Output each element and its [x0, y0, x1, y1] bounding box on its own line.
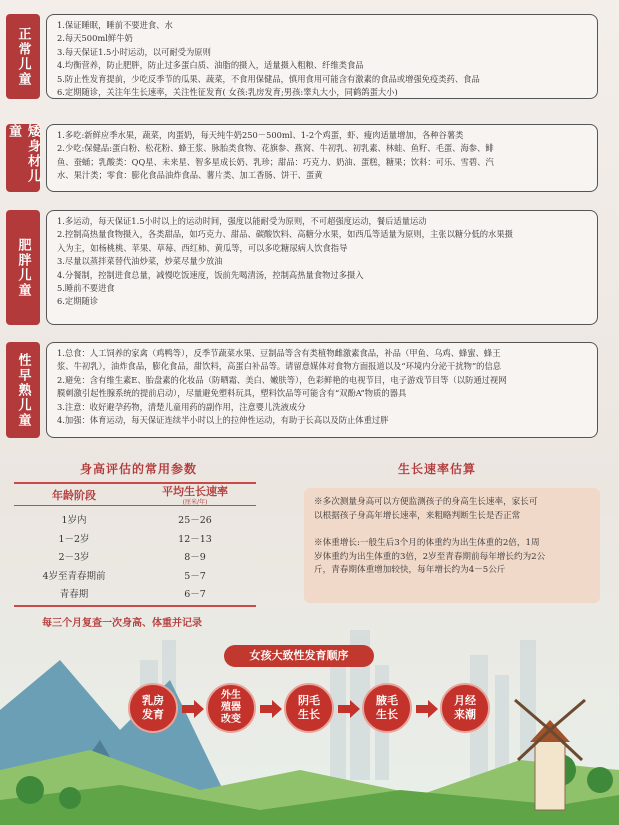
text-line: ※体重增长:一般生后3个月的体重约为出生体重的2倍，1周 — [314, 538, 540, 548]
text-line: 以根据孩子身高年增长速率，来粗略判断生长是否正常 — [314, 510, 521, 521]
cell-rate: 6－7 — [184, 589, 206, 601]
arrow-right-icon — [338, 700, 360, 718]
text-line: 3.注意：收好避孕药物，清楚儿童用药的副作用，注意婴儿洗液成分 — [57, 401, 306, 412]
section-text — [46, 342, 598, 438]
recheck-note: 每三个月复查一次身高、体重并记录 — [42, 618, 202, 629]
text-line: 膜刺激引起性腺系统的提前启动），尽量避免塑料玩具，塑料饮品等可能含有“双酚A”物质的器具 — [57, 388, 407, 399]
section-text — [46, 124, 598, 192]
cell-rate: 8－9 — [184, 552, 206, 564]
text-line: 5.防止性发育提前，少吃反季节的瓜果、蔬菜，不食用保健品，慎用食用可能含有激素的食品或增强免疫类药、食品 — [57, 73, 480, 84]
arrow-right-icon — [416, 700, 438, 718]
puberty-title: 女孩大致性发育顺序 — [224, 645, 374, 667]
text-line: 1.总食：人工饲养的家禽（鸡鸭等），反季节蔬菜水果、豆制品等含有类植物雌激素食品，补品（甲鱼、乌鸡、蜂蜜、蜂王 — [57, 348, 501, 358]
step-axillary-hair — [362, 683, 412, 733]
text-line: 1.多吃:新鲜应季水果，蔬菜，肉蛋奶，每天纯牛奶250－500ml、1-2个鸡蛋，虾、瘦肉适量增加，各种谷薯类 — [57, 130, 464, 140]
section-label: 矮身材儿童 — [6, 124, 40, 192]
section-obese-children — [6, 210, 598, 325]
text-line: 水、果汁类；零食：膨化食品油炸食品、薯片类、加工香肠、饼干、蛋黄 — [57, 170, 323, 181]
section-short-children — [6, 124, 598, 192]
text-line: 入为主，如杨桃桃、苹果、草莓、西红柿、黄瓜等，可以多吃糖尿病人饮食指导 — [57, 242, 348, 253]
section-precocious-children — [6, 342, 598, 438]
step-breast-development — [128, 683, 178, 733]
step-pubic-hair — [284, 683, 334, 733]
header-rate-label: 平均生长速率 — [162, 485, 228, 498]
cell-age: 青春期 — [59, 589, 89, 601]
text-line: 2.控制高热量食物摄入，各类甜品，如巧克力、甜品、碳酸饮料、高糖分水果，如西瓜等适量为原则，主张以糖分低的水果摄 — [57, 229, 513, 240]
text-line: 4.加强：体育运动，每天保证连续半小时以上的拉伸性运动，有助于长高以及防止体重过胖 — [57, 415, 389, 426]
step-label: 乳房 发育 — [142, 694, 164, 721]
text-line: 2.避免：含有维生素E、胎盘素的化妆品（防晒霜、美白、嫩肤等），色彩鲜艳的电视节目，电子游戏节目等（以防通过视网 — [57, 374, 507, 385]
growth-table — [14, 482, 256, 607]
text-line: 岁体重约为出生体重的3倍，2岁至青春期前每年增长约为2公 — [314, 551, 546, 562]
cell-age: 1－2岁 — [58, 533, 90, 545]
text-line: 3.每天保证1.5小时运动，以可耐受为原则 — [57, 46, 211, 57]
section-normal-children — [6, 14, 598, 99]
text-line: 浆、牛初乳），油炸食品，膨化食品，甜饮料，高蛋白补品等。请留意媒体对食物方面报道以及“环境内分泌干扰物”的信息 — [57, 361, 502, 372]
table-row — [14, 510, 256, 529]
step-menarche — [440, 683, 490, 733]
rate-card — [304, 488, 600, 603]
arrow-right-icon — [182, 700, 204, 718]
text-line: 1.多运动，每天保证1.5小时以上的运动时间，强度以能耐受为原则，不可超强度运动，餐后适量运动 — [57, 216, 427, 226]
growth-table-title: 身高评估的常用参数 — [80, 462, 198, 476]
table-header — [14, 482, 256, 506]
text-line: 鱼、蚕蛹；乳酸类：QQ星、未来星、智多星成长奶、乳珍；甜品：巧克力、奶油、蛋糕，糖果；饮料：可乐、雪碧、汽 — [57, 156, 494, 167]
header-age: 年龄阶段 — [52, 488, 96, 502]
cell-rate: 12－13 — [178, 533, 212, 545]
section-label: 肥胖儿童 — [6, 210, 40, 325]
text-line: 5.睡前不要进食 — [57, 283, 115, 294]
table-row — [14, 529, 256, 548]
step-label: 月经 来潮 — [454, 694, 476, 721]
table-body — [14, 506, 256, 607]
step-genital-change — [206, 683, 256, 733]
text-line: 4.分餐制，控制进食总量，减慢吃饭速度，饭前先喝清汤，控制高热量食物过多摄入 — [57, 269, 364, 280]
text-line: 3.尽量以蒸拌菜替代油炒菜，炒菜尽量少放油 — [57, 256, 223, 267]
cell-age: 1岁内 — [61, 515, 87, 527]
text-line: 6.定期随诊，关注年生长速率，关注性征发育( 女孩:乳房发育;男孩:睾丸大小，同鹤鸽蛋大小) — [57, 87, 398, 98]
cell-age: 2－3岁 — [58, 552, 90, 564]
arrow-right-icon — [260, 700, 282, 718]
text-line: ※多次测量身高可以方便监测孩子的身高生长速率，家长可 — [314, 497, 538, 507]
header-rate-unit: (厘米/年) — [182, 499, 208, 506]
table-row — [14, 547, 256, 566]
section-text — [46, 14, 598, 99]
text-line: 斤，青春期体重增加较快，每年增长约为4－5公斤 — [314, 565, 506, 575]
step-label: 腋毛 生长 — [376, 694, 398, 721]
text-line: 2.少吃:保健品:蛋白粉、松花粉、蜂王浆、脉胎类食物、花旗参、燕窝、牛初乳、初乳素、林蛙、鱼籽、毛蛋、海参、鲱 — [57, 143, 494, 154]
cell-rate: 5－7 — [184, 570, 206, 582]
table-row — [14, 584, 256, 603]
section-label: 性早熟儿童 — [6, 342, 40, 438]
text-line: 4.均衡营养，防止肥胖，防止过多蛋白质、油脂的摄入，适量摄入粗粮、纤维类食品 — [57, 60, 364, 71]
header-rate — [134, 483, 256, 506]
text-line: 6.定期随诊 — [57, 296, 99, 307]
step-label: 阴毛 生长 — [298, 694, 320, 721]
text-line: 1.保证睡眠，睡前不要进食、水 — [57, 20, 173, 30]
section-label: 正常儿童 — [6, 14, 40, 99]
section-text — [46, 210, 598, 325]
cell-age: 4岁至青春期前 — [42, 570, 106, 582]
table-row — [14, 566, 256, 585]
step-label: 外生 殖器 改变 — [221, 690, 241, 725]
cell-rate: 25－26 — [178, 515, 212, 527]
rate-card-title: 生长速率估算 — [398, 462, 477, 476]
text-line: 2.每天500ml鲜牛奶 — [57, 33, 133, 44]
card-paragraph — [314, 496, 590, 523]
card-paragraph — [314, 537, 590, 578]
